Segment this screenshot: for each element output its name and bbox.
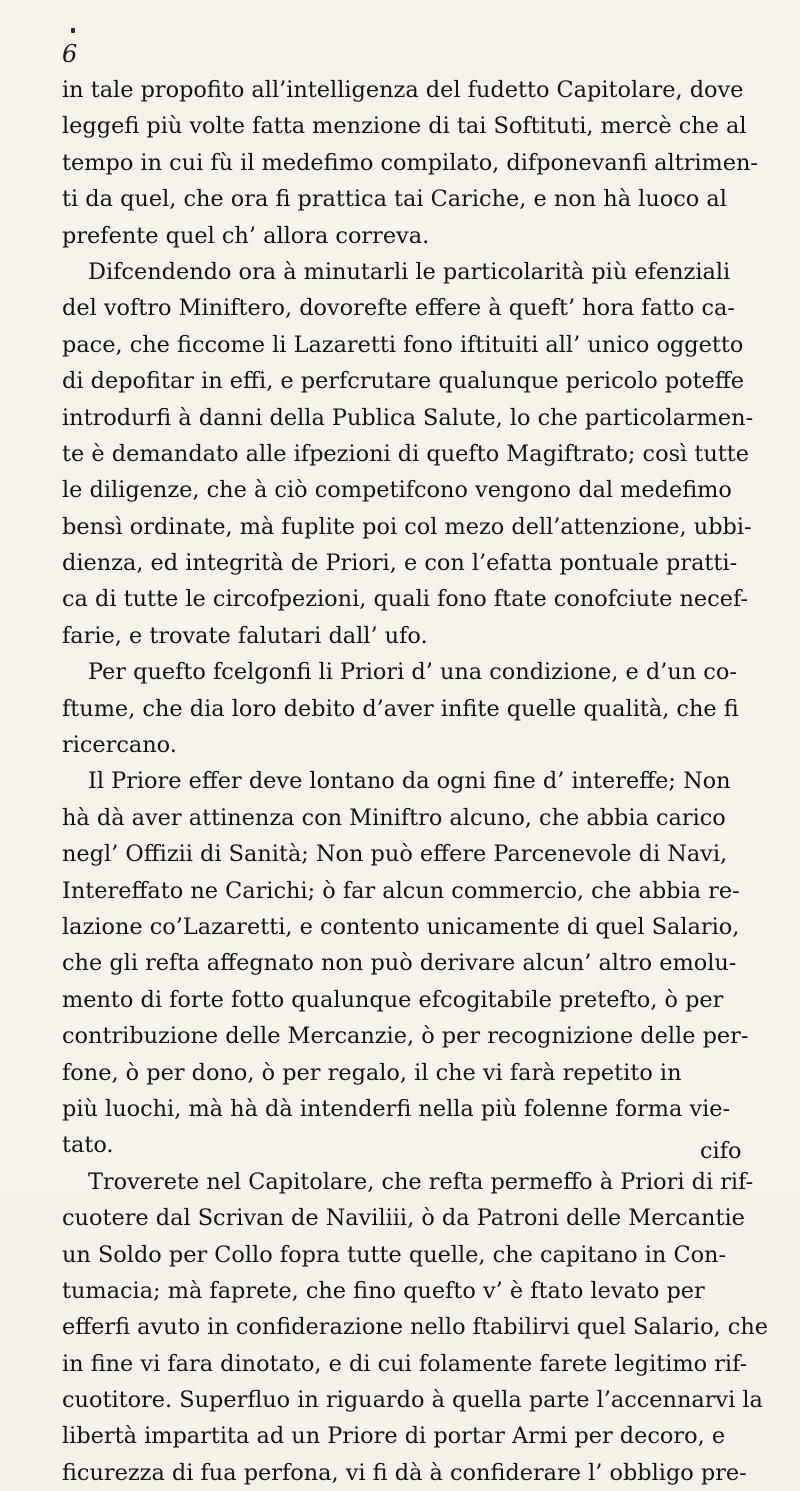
ink-mark bbox=[71, 28, 75, 33]
text-line: dienza, ed integrità de Priori, e con l’efatta pontuale pratti- bbox=[62, 550, 738, 577]
paragraph-first-line: Il Priore effer deve lontano da ogni fine d’ intereffe; Non bbox=[88, 768, 731, 795]
text-line: leggefi più volte fatta menzione di tai Softituti, mercè che al bbox=[62, 113, 747, 140]
text-line: libertà impartita ad un Priore di portar Armi per decoro, e bbox=[62, 1423, 726, 1450]
text-line: contribuzione delle Mercanzie, ò per recognizione delle per- bbox=[62, 1023, 749, 1050]
text-line: fone, ò per dono, ò per regalo, il che vi farà repetito in bbox=[62, 1059, 682, 1086]
text-line: cuotere dal Scrivan de Naviliii, ò da Patroni delle Mercantie bbox=[62, 1205, 745, 1232]
paragraph-first-line: Per quefto fcelgonfi li Priori d’ una condizione, e d’un co- bbox=[88, 659, 737, 686]
text-line: ricercano. bbox=[62, 732, 177, 759]
text-line: tumacia; mà faprete, che fino quefto v’ è ftato levato per bbox=[62, 1277, 705, 1304]
text-line: efferfi avuto in confiderazione nello ftabilirvi quel Salario, che bbox=[62, 1314, 768, 1341]
text-line: farie, e trovate falutari dall’ ufo. bbox=[62, 622, 428, 649]
text-line: del voftro Miniftero, dovorefte effere à queft’ hora fatto ca- bbox=[62, 295, 735, 322]
text-line: Intereffato ne Carichi; ò far alcun commercio, che abbia re- bbox=[62, 877, 740, 904]
text-line: un Soldo per Collo fopra tutte quelle, che capitano in Con- bbox=[62, 1241, 727, 1268]
text-line: le diligenze, che à ciò competifcono vengono dal medefimo bbox=[62, 477, 732, 504]
text-line: hà dà aver attinenza con Miniftro alcuno, che abbia carico bbox=[62, 804, 726, 831]
text-line: cuotitore. Superfluo in riguardo à quella parte l’accennarvi la bbox=[62, 1387, 763, 1414]
text-line: che gli refta affegnato non può derivare alcun’ altro emolu- bbox=[62, 950, 737, 977]
text-line: tempo in cui fù il medefimo compilato, difponevanfi altrimen- bbox=[62, 149, 758, 176]
text-line: negl’ Offizii di Sanità; Non può effere Parcenevole di Navi, bbox=[62, 841, 728, 868]
text-line: bensì ordinate, mà fuplite poi col mezo dell’attenzione, ubbi- bbox=[62, 513, 752, 540]
text-line: ti da quel, che ora fi prattica tai Cariche, e non hà luoco al bbox=[62, 186, 727, 213]
text-line: tato. bbox=[62, 1132, 114, 1159]
catchword: cifo bbox=[700, 1138, 742, 1164]
text-line: più luochi, mà hà dà intenderfi nella più folenne forma vie- bbox=[62, 1095, 731, 1122]
text-line: introdurfi à danni della Publica Salute, lo che particolarmen- bbox=[62, 404, 754, 431]
paragraph-first-line: Difcendendo ora à minutarli le particolarità più efenziali bbox=[88, 258, 731, 285]
body-text bbox=[62, 72, 768, 1491]
page-number: 6 bbox=[62, 40, 78, 68]
text-line: in fine vi fara dinotato, e di cui folamente farete legitimo rif- bbox=[62, 1350, 748, 1377]
text-line: mento di forte fotto qualunque efcogitabile pretefto, ò per bbox=[62, 986, 724, 1013]
text-line: in tale propofito all’intelligenza del fudetto Capitolare, dove bbox=[62, 77, 744, 103]
text-line: ficurezza di fua perfona, vi fi dà à confiderare l’ obbligo pre- bbox=[62, 1459, 747, 1486]
text-line: lazione co’Lazaretti, e contento unicamente di quel Salario, bbox=[62, 913, 740, 940]
text-line: di depofitar in effi, e perfcrutare qualunque pericolo poteffe bbox=[62, 368, 745, 395]
text-line: pace, che ficcome li Lazaretti fono iftituiti all’ unico oggetto bbox=[62, 331, 744, 358]
text-line: prefente quel ch’ allora correva. bbox=[62, 222, 430, 249]
paragraph-first-line: Troverete nel Capitolare, che refta permeffo à Priori di rif- bbox=[88, 1168, 754, 1195]
text-line: ftume, che dia loro debito d’aver infite quelle qualità, che fi bbox=[62, 695, 739, 722]
text-line: ca di tutte le circofpezioni, quali fono ftate conofciute necef- bbox=[62, 586, 749, 613]
text-line: te è demandato alle ifpezioni di quefto Magiftrato; così tutte bbox=[62, 440, 750, 467]
